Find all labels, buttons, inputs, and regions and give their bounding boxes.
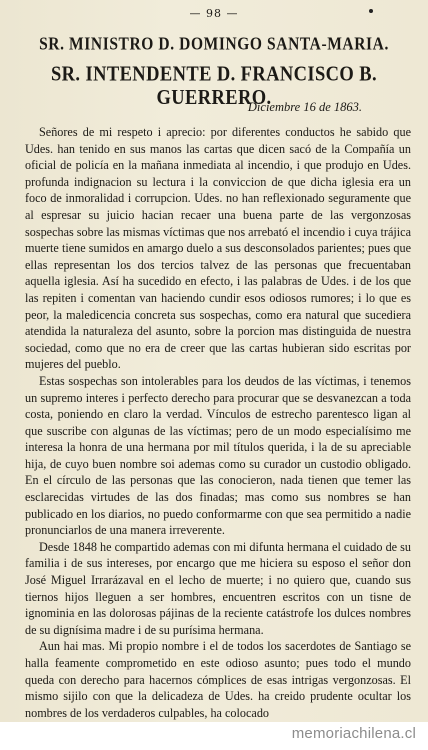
letter-date: Diciembre 16 de 1863. <box>247 100 362 114</box>
watermark-logo[interactable]: memoriachilena.cl <box>291 725 416 742</box>
paragraph-1: Señores de mi respeto i aprecio: por diferentes conductos he sabido que Udes. han tenido en sus manos las cartas que dicen sacó de la Compañía un oficial de policía en la mañana inmediata al incendio, i que produjo en Udes. profunda indignacion su lectura i la conviccion de que dicha iglesia era un foco de inmoralidad i corrupcion. Udes. no han reflexionado seguramente que al espresar su juicio hacian recaer una buena parte de las vergonzosas sospechas sobre las mismas víctimas que nos arrebató el incendio i cuya trájica muerte tiene sumidos en amargo duelo a sus desconsolados parientes; pues que ellas representan los dos tercios talvez de las personas que frecuentaban aquella iglesia. Así ha sucedido en efecto, i las palabras de Udes. i de los que las repiten i comentan van haciendo cundir esos odiosos rumores; i lo que es peor, la maledicencia concreta sus sospechas, como era natural que sucediera atendida la naturaleza del asunto, sobre la porcion mas distinguida de nuestra sociedad, como que no era de creer que las cartas hubieran sido escritas por mujeres del pueblo. <box>25 125 411 372</box>
paragraph-3: Desde 1848 he compartido ademas con mi difunta hermana el cuidado de su familia i de sus intereses, por encargo que me hiciera su esposo el señor don José Miguel Irrarázaval en el lecho de muerte; i no quiero que, cuando sus tiernos hijos lleguen a ser hombres, encuentren escritos con un tisne de ignominia en las dolorosas pájinas de la reciente catástrofe los dulces nombres de su dignísima madre i de su purísima hermana. <box>25 539 411 637</box>
footer-bar <box>0 722 428 750</box>
heading-minister: SR. MINISTRO D. DOMINGO SANTA-MARIA. <box>39 34 389 55</box>
page-number: — 98 — <box>189 7 239 20</box>
ink-dot <box>369 9 373 13</box>
paragraph-2: Estas sospechas son intolerables para los deudos de las víctimas, i tenemos un supremo interes i perfecto derecho para procurar que se desvanezcan a toda costa, poniendo en claro la verdad. Vínculos de estrecho parentesco ligan al que suscribe con algunas de las víctimas; pero de un modo especialísimo me interesa la honra de una hermana por mil títulos querida, i la de su apreciable hija, de cuyo buen nombre soi ademas como su curador un custodio obligado. En el círculo de las personas que las conocieron, nada tienen que temer las esclarecidas virtudes de las dos finadas; mas como sus nombres se han publicado en los diarios, no puedo conformarme con que sea permitido a nadie pronunciarlos de una manera irreverente. <box>25 373 411 538</box>
heading-intendente: SR. INTENDENTE D. FRANCISCO B. GUERRERO. <box>50 63 378 110</box>
letter-body <box>25 124 411 721</box>
paragraph-4: Aun hai mas. Mi propio nombre i el de todos los sacerdotes de Santiago se halla feamente comprometido en este odioso asunto; pues todo el mundo queda con derecho para hacernos cómplices de esas intrigas vergonzosas. El mismo sijilo con que la delicadeza de Udes. ha creido prudente ocultar los nombres de los verdaderos culpables, ha colocado <box>25 639 411 720</box>
